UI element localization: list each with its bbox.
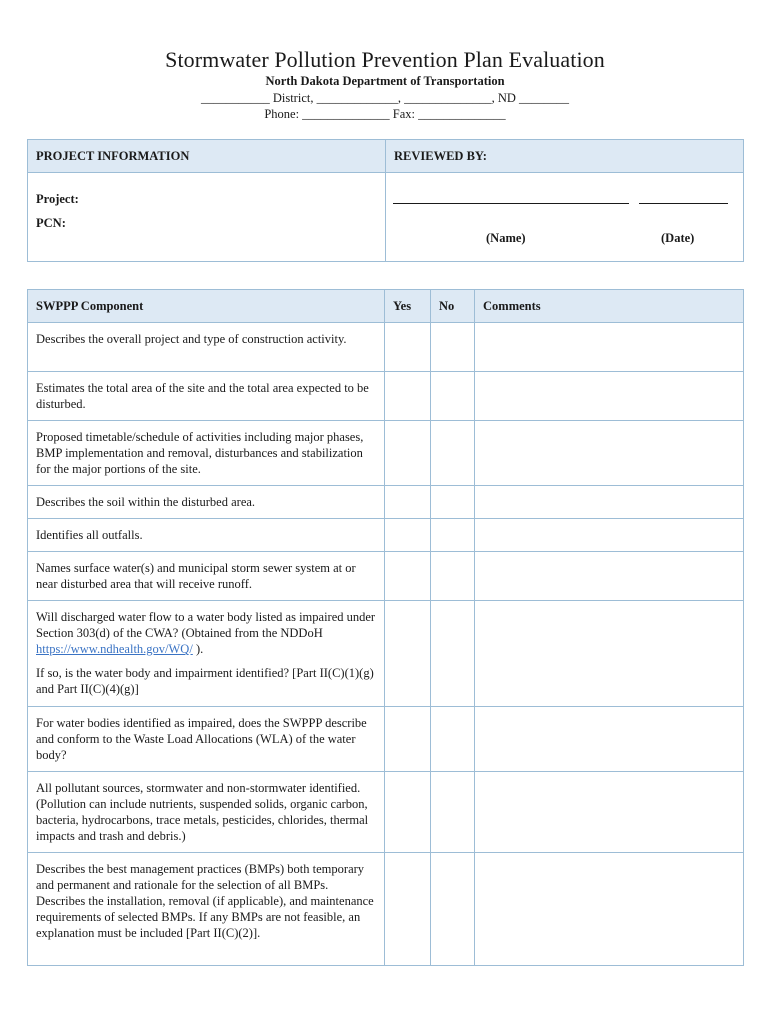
district-address-line: ___________ District, _____________, ______________, ND ________ [200,91,570,105]
yes-cell[interactable] [385,552,431,601]
component-text-followup: If so, is the water body and impairment identified? [Part II(C)(1)(g) and Part II(C)(4)(g)] [36,666,374,696]
yes-column-header: Yes [385,290,431,323]
no-cell[interactable] [431,486,475,519]
reviewer-name-line[interactable] [393,203,629,204]
table-row [28,601,744,707]
no-cell[interactable] [431,519,475,552]
table-row [28,707,744,772]
no-cell[interactable] [431,772,475,853]
component-text: Describes the overall project and type of construction activity. [28,323,385,372]
component-text: Proposed timetable/schedule of activities including major phases, BMP implementation and removal, disturbances and stabilization for the major portions of the site. [28,421,385,486]
no-cell[interactable] [431,552,475,601]
comments-cell[interactable] [475,519,744,552]
page-title: Stormwater Pollution Prevention Plan Evaluation [165,47,605,72]
reviewer-signature-cell [386,173,744,262]
no-cell[interactable] [431,853,475,966]
yes-cell[interactable] [385,421,431,486]
no-cell[interactable] [431,601,475,707]
comments-cell[interactable] [475,486,744,519]
component-text: All pollutant sources, stormwater and non-stormwater identified. (Pollution can include nutrients, suspended solids, organic carbon, bacteria, hydrocarbons, trace metals, pesticides, chlorides, thermal impacts and trash and debris.) [28,772,385,853]
no-cell[interactable] [431,323,475,372]
comments-cell[interactable] [475,772,744,853]
comments-cell[interactable] [475,552,744,601]
comments-cell[interactable] [475,421,744,486]
review-date-line[interactable] [639,203,728,204]
table-row [28,323,744,372]
phone-fax-line: Phone: ______________ Fax: ______________ [264,107,506,121]
comments-cell[interactable] [475,707,744,772]
project-details-cell [28,173,386,262]
yes-cell[interactable] [385,486,431,519]
swppp-evaluation-table [27,289,744,966]
yes-cell[interactable] [385,772,431,853]
component-text-impaired-water [28,601,385,707]
comments-cell[interactable] [475,372,744,421]
table-row [28,853,744,966]
component-text: Identifies all outfalls. [28,519,385,552]
comments-cell[interactable] [475,323,744,372]
component-text: For water bodies identified as impaired, does the SWPPP describe and conform to the Waste Load Allocations (WLA) of the water body? [28,707,385,772]
component-text: Describes the best management practices (BMPs) both temporary and permanent and rationale for the selection of all BMPs. Describes the installation, removal (if applicable), and maintenance requirements of selected BMPs. If any BMPs are not feasible, an explanation must be included [Part II(C)(2)]. [28,853,385,966]
yes-cell[interactable] [385,853,431,966]
table-row [28,486,744,519]
project-information-table [27,139,744,262]
component-text: Names surface water(s) and municipal storm sewer system at or near disturbed area that will receive runoff. [28,552,385,601]
yes-cell[interactable] [385,519,431,552]
comments-cell[interactable] [475,601,744,707]
comments-cell[interactable] [475,853,744,966]
yes-cell[interactable] [385,323,431,372]
table-row [28,552,744,601]
component-text: Estimates the total area of the site and the total area expected to be disturbed. [28,372,385,421]
component-text-part: ). [192,642,204,656]
table-row [28,372,744,421]
ndhealth-wq-link[interactable]: https://www.ndhealth.gov/WQ/ [36,642,193,656]
component-text: Describes the soil within the disturbed area. [28,486,385,519]
reviewed-by-heading: REVIEWED BY: [386,140,744,173]
component-text-part: Will discharged water flow to a water body listed as impaired under Section 303(d) of the CWA? (Obtained from the NDDoH [36,610,376,640]
project-label: Project: [36,192,79,206]
no-cell[interactable] [431,372,475,421]
date-caption: (Date) [661,231,695,245]
yes-cell[interactable] [385,601,431,707]
name-caption: (Name) [486,231,526,245]
table-row [28,519,744,552]
component-column-header: SWPPP Component [28,290,385,323]
yes-cell[interactable] [385,707,431,772]
yes-cell[interactable] [385,372,431,421]
pcn-label: PCN: [36,216,66,230]
table-row [28,421,744,486]
no-cell[interactable] [431,421,475,486]
department-name: North Dakota Department of Transportation [265,74,505,88]
no-cell[interactable] [431,707,475,772]
project-information-heading: PROJECT INFORMATION [28,140,386,173]
no-column-header: No [431,290,475,323]
table-row [28,772,744,853]
comments-column-header: Comments [475,290,744,323]
